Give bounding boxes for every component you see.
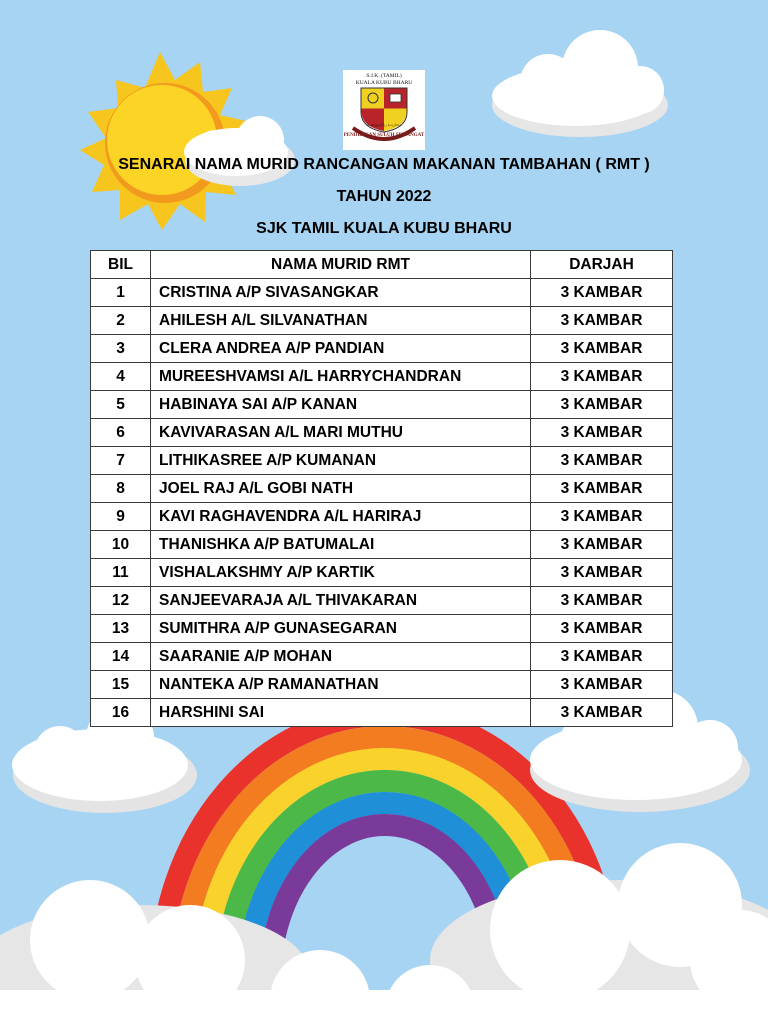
student-name: KAVIVARASAN A/L MARI MUTHU (151, 419, 531, 447)
logo-text-school: KUALA KUBU BHARU (355, 80, 413, 86)
table-row (91, 699, 673, 727)
page-year: TAHUN 2022 (336, 188, 432, 205)
student-class: 3 KAMBAR (531, 699, 673, 727)
row-number: 5 (91, 391, 151, 419)
student-name: MUREESHVAMSI A/L HARRYCHANDRAN (151, 363, 531, 391)
student-name: JOEL RAJ A/L GOBI NATH (151, 475, 531, 503)
table-row (91, 615, 673, 643)
student-class: 3 KAMBAR (531, 447, 673, 475)
student-name: SANJEEVARAJA A/L THIVAKARAN (151, 587, 531, 615)
student-class: 3 KAMBAR (531, 671, 673, 699)
school-logo (343, 70, 425, 150)
student-list-table (90, 250, 673, 727)
logo-ring-text: PENDIDIKAN SULUH SEMANGAT (343, 133, 425, 138)
table-row (91, 279, 673, 307)
table-row (91, 447, 673, 475)
student-class: 3 KAMBAR (531, 363, 673, 391)
table-row (91, 503, 673, 531)
table-row (91, 335, 673, 363)
row-number: 7 (91, 447, 151, 475)
header-darjah: DARJAH (531, 251, 673, 279)
table-row (91, 307, 673, 335)
row-number: 10 (91, 531, 151, 559)
student-name: HARSHINI SAI (151, 699, 531, 727)
student-class: 3 KAMBAR (531, 279, 673, 307)
student-class: 3 KAMBAR (531, 531, 673, 559)
header-bil: BIL (91, 251, 151, 279)
row-number: 9 (91, 503, 151, 531)
header-name: NAMA MURID RMT (151, 251, 531, 279)
student-name: THANISHKA A/P BATUMALAI (151, 531, 531, 559)
student-name: CRISTINA A/P SIVASANGKAR (151, 279, 531, 307)
row-number: 14 (91, 643, 151, 671)
student-class: 3 KAMBAR (531, 391, 673, 419)
row-number: 13 (91, 615, 151, 643)
table-row (91, 363, 673, 391)
row-number: 11 (91, 559, 151, 587)
student-class: 3 KAMBAR (531, 643, 673, 671)
student-name: SAARANIE A/P MOHAN (151, 643, 531, 671)
student-name: AHILESH A/L SILVANATHAN (151, 307, 531, 335)
row-number: 8 (91, 475, 151, 503)
student-name: SUMITHRA A/P GUNASEGARAN (151, 615, 531, 643)
cloud-icon (0, 843, 768, 1024)
table-row (91, 531, 673, 559)
page-title: SENARAI NAMA MURID RANCANGAN MAKANAN TAMBAHAN ( RMT ) (118, 156, 650, 173)
table-row (91, 643, 673, 671)
student-class: 3 KAMBAR (531, 419, 673, 447)
row-number: 6 (91, 419, 151, 447)
table-row (91, 671, 673, 699)
logo-motto: உழைப்பே உயர்வு (367, 122, 401, 127)
student-class: 3 KAMBAR (531, 615, 673, 643)
student-class: 3 KAMBAR (531, 335, 673, 363)
table-row (91, 391, 673, 419)
logo-text-top: S.J.K. (TAMIL) (366, 73, 402, 79)
school-name: SJK TAMIL KUALA KUBU BHARU (256, 220, 512, 237)
row-number: 1 (91, 279, 151, 307)
row-number: 3 (91, 335, 151, 363)
student-name: LITHIKASREE A/P KUMANAN (151, 447, 531, 475)
row-number: 2 (91, 307, 151, 335)
student-name: HABINAYA SAI A/P KANAN (151, 391, 531, 419)
student-name: CLERA ANDREA A/P PANDIAN (151, 335, 531, 363)
row-number: 4 (91, 363, 151, 391)
table-header-row (91, 251, 673, 279)
student-name: VISHALAKSHMY A/P KARTIK (151, 559, 531, 587)
table-row (91, 587, 673, 615)
student-class: 3 KAMBAR (531, 559, 673, 587)
row-number: 15 (91, 671, 151, 699)
cloud-icon (492, 30, 668, 137)
row-number: 12 (91, 587, 151, 615)
row-number: 16 (91, 699, 151, 727)
student-class: 3 KAMBAR (531, 475, 673, 503)
student-name: KAVI RAGHAVENDRA A/L HARIRAJ (151, 503, 531, 531)
table-row (91, 475, 673, 503)
table-row (91, 559, 673, 587)
student-class: 3 KAMBAR (531, 503, 673, 531)
student-class: 3 KAMBAR (531, 587, 673, 615)
student-name: NANTEKA A/P RAMANATHAN (151, 671, 531, 699)
student-class: 3 KAMBAR (531, 307, 673, 335)
table-row (91, 419, 673, 447)
